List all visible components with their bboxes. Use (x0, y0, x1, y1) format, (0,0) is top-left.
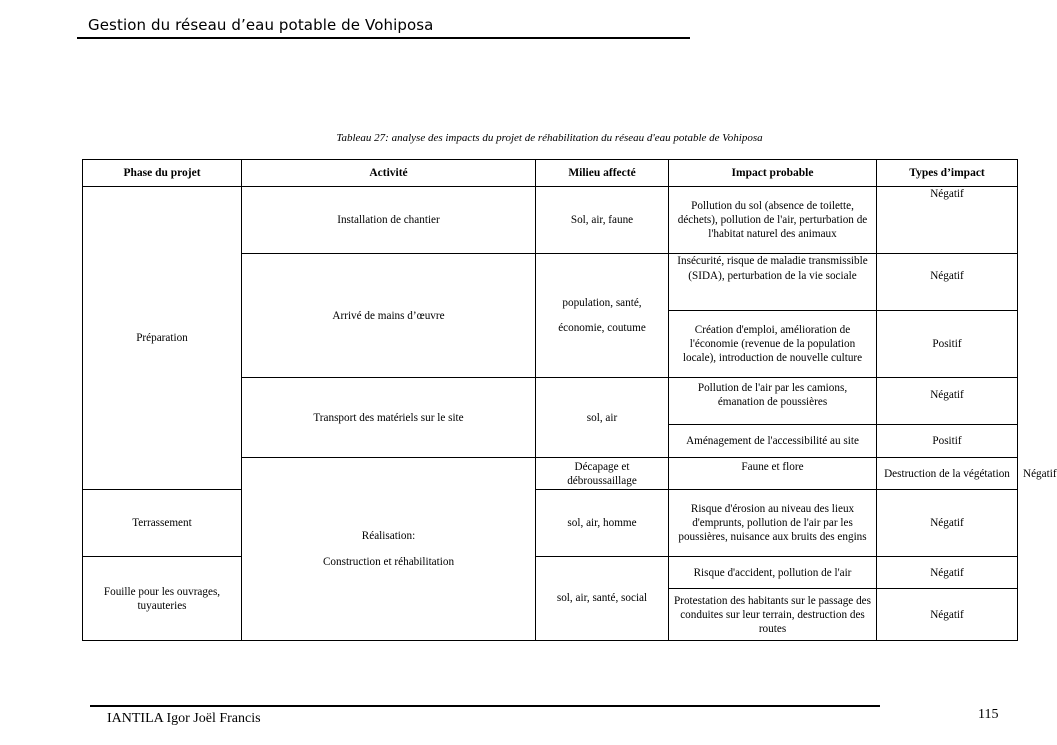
impact-cell: Pollution de l'air par les camions, émanation de poussières (669, 378, 877, 425)
impact-cell: Aménagement de l'accessibilité au site (669, 425, 877, 458)
activity-cell: Terrassement (83, 490, 242, 557)
impact-table (82, 159, 1057, 641)
impact-type-cell: Positif (877, 425, 1018, 458)
milieu-cell: Sol, air, faune (536, 187, 669, 254)
col-header-phase: Phase du projet (83, 160, 242, 187)
col-header-milieu: Milieu affecté (536, 160, 669, 187)
impact-type-cell: Négatif (877, 254, 1018, 311)
milieu-cell (536, 254, 669, 378)
activity-cell: Installation de chantier (242, 187, 536, 254)
impact-cell: Risque d'accident, pollution de l'air (669, 557, 877, 589)
impact-type-cell: Négatif (877, 187, 1018, 254)
col-header-type: Types d’impact (877, 160, 1018, 187)
table-row: Réalisation: Construction et réhabilitation Décapage et débroussaillage Faune et flore Destruction de la végétation Négatif (83, 458, 1018, 490)
milieu-cell (536, 557, 669, 641)
impact-cell: Destruction de la végétation (877, 458, 1018, 490)
activity-cell: Fouille pour les ouvrages, tuyauteries (83, 557, 242, 641)
table-row (83, 490, 1018, 557)
activity-cell: Arrivé de mains d’œuvre (242, 254, 536, 378)
page-header-title: Gestion du réseau d’eau potable de Vohiposa (88, 16, 434, 34)
impact-type-cell: Négatif (877, 557, 1018, 589)
phase-cell-preparation: Préparation (83, 187, 242, 490)
table-header-row (83, 160, 1018, 187)
impact-type-cell: Négatif (877, 589, 1018, 641)
impact-type-cell: Négatif (877, 490, 1018, 557)
col-header-activity: Activité (242, 160, 536, 187)
table-row (83, 187, 1018, 254)
activity-cell: Décapage et débroussaillage (536, 458, 669, 490)
phase-cell-realisation (242, 458, 536, 641)
table-caption: Tableau 27: analyse des impacts du projet de réhabilitation du réseau d'eau potable de Vohiposa (336, 132, 763, 144)
header-rule (77, 37, 690, 39)
col-header-impact: Impact probable (669, 160, 877, 187)
activity-cell: Transport des matériels sur le site (242, 378, 536, 458)
impact-cell: Risque d'érosion au niveau des lieux d'emprunts, pollution de l'air par les poussières, nuisance aux bruits des engins (669, 490, 877, 557)
phase-sublabel: Construction et réhabilitation (322, 556, 455, 568)
milieu-text: population, santé, économie, coutume (558, 296, 646, 334)
impact-cell: Insécurité, risque de maladie transmissible (SIDA), perturbation de la vie sociale (669, 254, 877, 311)
table-row (83, 557, 1018, 589)
milieu-cell: sol, air (536, 378, 669, 458)
impact-cell: Protestation des habitants sur le passage des conduites sur leur terrain, destruction des routes (669, 589, 877, 641)
milieu-text: sol, air, santé, social (556, 592, 648, 604)
impact-type-cell: Négatif (877, 378, 1018, 425)
milieu-cell: sol, air, homme (536, 490, 669, 557)
footer-author: IANTILA Igor Joël Francis (107, 711, 261, 726)
page-number: 115 (978, 707, 999, 722)
footer-rule (90, 705, 880, 707)
impact-type-cell: Positif (877, 311, 1018, 378)
phase-label: Réalisation: (361, 530, 416, 542)
impact-cell: Pollution du sol (absence de toilette, déchets), pollution de l'air, perturbation de l'habitat naturel des animaux (669, 187, 877, 254)
milieu-cell: Faune et flore (669, 458, 877, 490)
impact-cell: Création d'emploi, amélioration de l'économie (revenue de la population locale), introduction de nouvelle culture (669, 311, 877, 378)
